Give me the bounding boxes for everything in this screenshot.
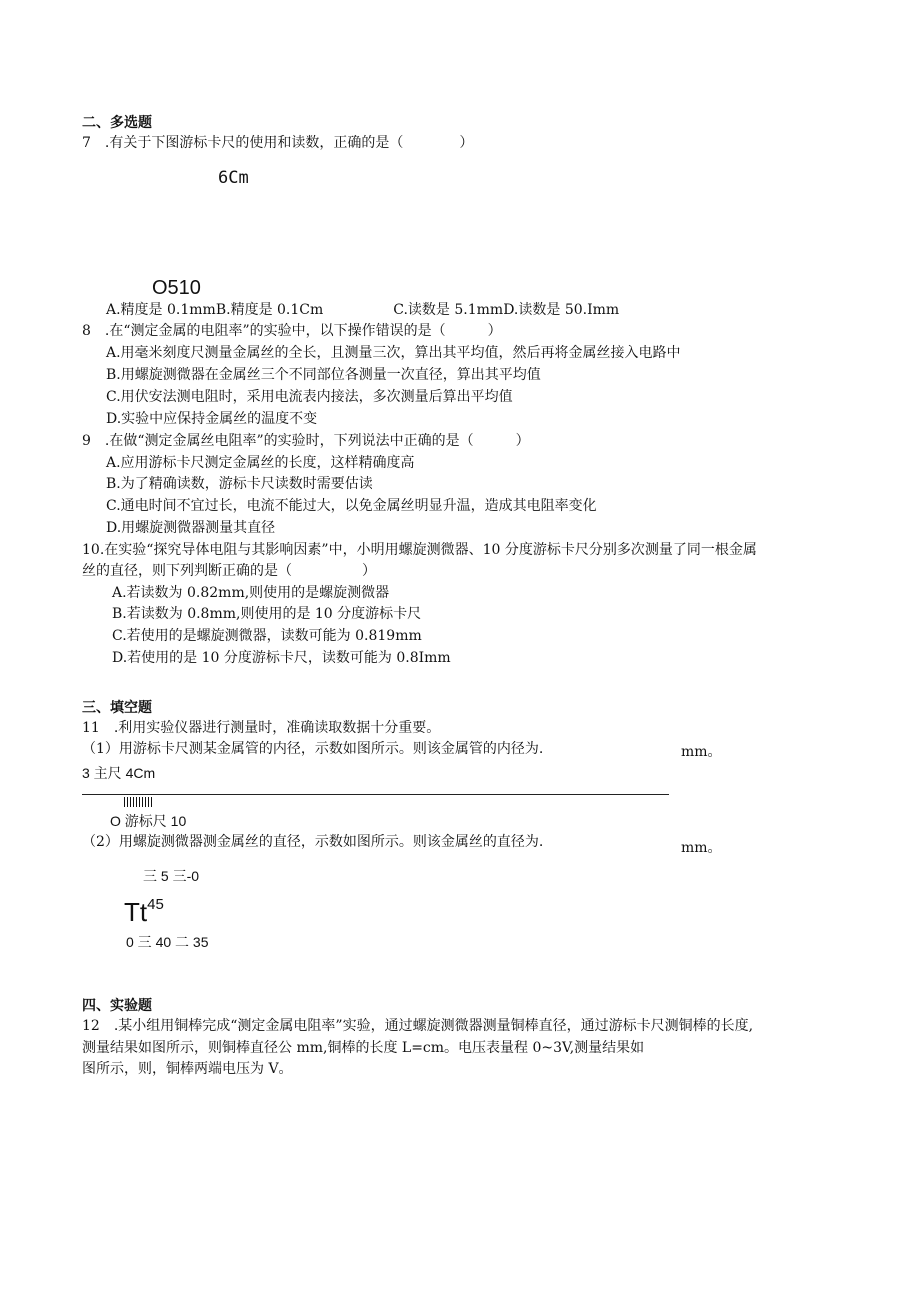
question-12-line3: 图所示，则，铜棒两端电压为 V。	[82, 1061, 293, 1077]
question-9-option-b: B.为了精确读数，游标卡尺读数时需要估读	[106, 476, 373, 492]
question-11-figure2-thimble-number: 45	[147, 896, 164, 913]
question-11-part2-unit: mm。	[681, 840, 722, 856]
question-9-stem: 9 .在做“测定金属丝电阻率”的实验时，下列说法中正确的是（ ）	[82, 433, 530, 449]
question-12-line1: 12 .某小组用铜棒完成“测定金属电阻率”实验，通过螺旋测微器测量铜棒直径，通过游标卡尺测铜棒的长度,	[82, 1018, 754, 1034]
question-9-option-d: D.用螺旋测微器测量其直径	[106, 520, 276, 536]
section-heading-multiple-choice: 二、多选题	[82, 115, 152, 131]
question-11-figure1-vernier-ticks	[124, 797, 154, 807]
question-7-stem: 7 .有关于下图游标卡尺的使用和读数，正确的是（ ）	[82, 135, 474, 151]
question-7-options: A.精度是 0.1mmB.精度是 0.1Cm C.读数是 5.1mmD.读数是 50.Imm	[106, 302, 620, 318]
question-11-figure2-thimble-glyph: Tt	[124, 897, 148, 927]
question-10-option-b: B.若读数为 0.8mm,则使用的是 10 分度游标卡尺	[112, 606, 422, 622]
question-8-option-d: D.实验中应保持金属丝的温度不变	[106, 411, 318, 427]
question-12-line2: 测量结果如图所示，则铜棒直径公 mm,铜棒的长度 L=cm。电压表量程 0~3V,测量结果如	[82, 1040, 645, 1056]
question-11-stem: 11 .利用实验仪器进行测量时，准确读取数据十分重要。	[82, 720, 441, 736]
question-10-option-c: C.若使用的是螺旋测微器，读数可能为 0.819mm	[112, 628, 422, 644]
question-11-part1-unit: mm。	[681, 744, 722, 760]
question-11-figure2-thimble	[124, 896, 164, 927]
question-9-option-a: A.应用游标卡尺测定金属丝的长度，这样精确度高	[106, 455, 415, 471]
section-heading-experiment: 四、实验题	[82, 998, 152, 1014]
question-11-figure1-vernier-label: O 游标尺 10	[110, 813, 187, 829]
section-heading-fill-in: 三、填空题	[82, 700, 152, 716]
question-10-option-d: D.若使用的是 10 分度游标卡尺，读数可能为 0.8Imm	[112, 650, 451, 666]
question-10-stem-line1: 10.在实验“探究导体电阻与其影响因素”中，小明用螺旋测微器、10 分度游标卡尺分别多次测量了同一根金属	[82, 542, 757, 558]
question-8-option-a: A.用毫米刻度尺测量金属丝的全长，且测量三次，算出其平均值，然后再将金属丝接入电路中	[106, 345, 681, 361]
question-8-stem: 8 .在“测定金属的电阻率”的实验中，以下操作错误的是（ ）	[82, 323, 502, 339]
question-9-option-c: C.通电时间不宜过长，电流不能过大，以免金属丝明显升温，造成其电阻率变化	[106, 498, 597, 514]
question-10-stem-line2: 丝的直径，则下列判断正确的是（ ）	[82, 563, 376, 579]
question-11-figure2-scale-line1: 三 5 三-0	[143, 868, 200, 884]
question-11-part2: （2）用螺旋测微器测金属丝的直径，示数如图所示。则该金属丝的直径为.	[82, 834, 544, 850]
question-8-option-b: B.用螺旋测微器在金属丝三个不同部位各测量一次直径，算出其平均值	[106, 367, 541, 383]
question-11-figure2-scale-line3: 0 三 40 二 35	[126, 934, 209, 950]
question-11-figure1-main-scale-line	[82, 794, 669, 795]
question-7-figure-vernier-label: O510	[152, 277, 201, 299]
question-11-part1: （1）用游标卡尺测某金属管的内径，示数如图所示。则该金属管的内径为.	[82, 741, 544, 757]
question-10-option-a: A.若读数为 0.82mm,则使用的是螺旋测微器	[112, 585, 390, 601]
question-8-option-c: C.用伏安法测电阻时，采用电流表内接法，多次测量后算出平均值	[106, 389, 513, 405]
question-11-figure1-main-scale-label: 3 主尺 4Cm	[82, 765, 156, 781]
question-7-figure-main-scale-label: 6Cm	[218, 168, 249, 188]
